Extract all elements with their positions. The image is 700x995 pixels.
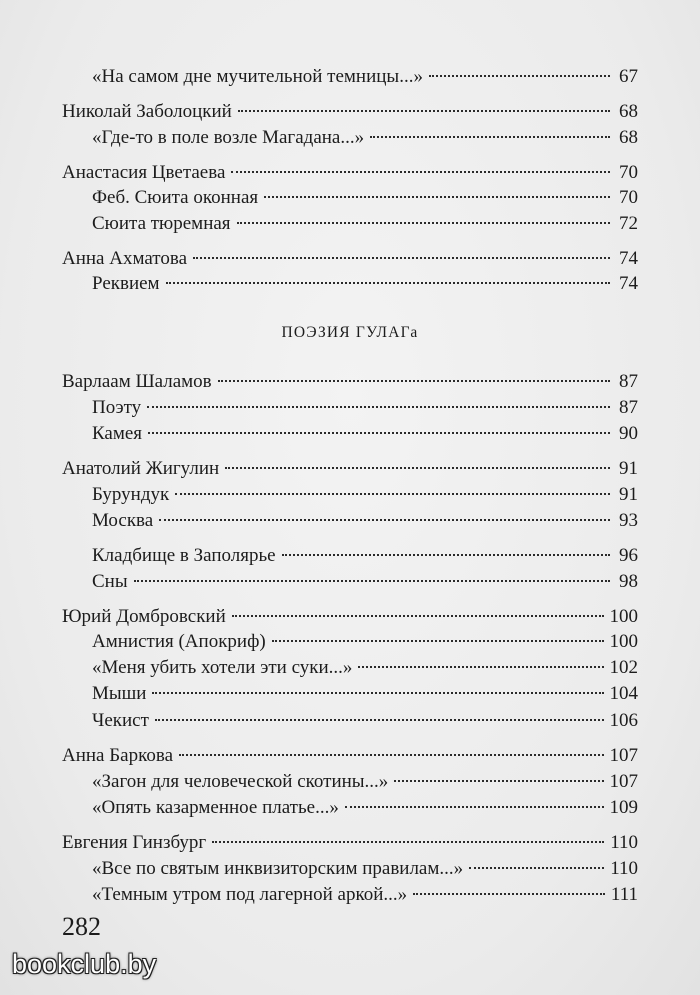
toc-author-entry: [62, 240, 638, 269]
toc-poem-entry: [92, 179, 638, 208]
toc-author-entry: [62, 154, 638, 183]
entry-title: «Где-то в поле возле Магадана...»: [92, 127, 365, 148]
dot-leader: [232, 598, 604, 622]
dot-leader: [413, 876, 605, 900]
section-heading: ПОЭЗИЯ ГУЛАГа: [281, 324, 419, 341]
entry-page: 91: [619, 484, 638, 505]
entry-title: Кладбище в Заполярье: [92, 545, 276, 566]
toc-poem-entry: [92, 675, 638, 704]
dot-leader: [147, 389, 610, 413]
dot-leader: [175, 476, 610, 500]
entry-title: «Загон для человеческой скотины...»: [92, 771, 389, 792]
entry-title: «Все по святым инквизиторским правилам...»: [92, 858, 464, 879]
entry-title: Варлаам Шаламов: [62, 371, 212, 392]
toc-poem-entry: [92, 389, 638, 418]
entry-title: Анастасия Цветаева: [62, 162, 226, 183]
entry-title: Камея: [92, 423, 143, 444]
entry-title: Амнистия (Апокриф): [92, 631, 266, 652]
toc-author-entry: [62, 450, 638, 479]
dot-leader: [394, 763, 603, 787]
toc-poem-entry: [92, 476, 638, 505]
toc-author-entry: [62, 93, 638, 122]
dot-leader: [166, 265, 610, 289]
dot-leader: [231, 154, 610, 178]
entry-title: Анатолий Жигулин: [62, 458, 220, 479]
toc-author-entry: [62, 737, 638, 766]
entry-title: Николай Заболоцкий: [62, 101, 232, 122]
dot-leader: [237, 205, 610, 229]
entry-page: 98: [619, 571, 638, 592]
dot-leader: [345, 789, 604, 813]
dot-leader: [358, 649, 603, 673]
entry-title: Бурундук: [92, 484, 170, 505]
entry-title: Юрий Домбровский: [62, 606, 226, 627]
entry-title: Сюита тюремная: [92, 213, 231, 234]
page-number: 282: [62, 912, 101, 941]
entry-page: 110: [610, 858, 638, 879]
dot-leader: [370, 119, 610, 143]
entry-page: 68: [619, 101, 638, 122]
entry-page: 74: [619, 248, 638, 269]
entry-page: 67: [619, 66, 638, 87]
entry-title: Мыши: [92, 683, 147, 704]
dot-leader: [152, 675, 603, 699]
entry-title: Анна Ахматова: [62, 248, 188, 269]
toc-poem-entry: [92, 702, 638, 731]
toc-poem-entry: [92, 58, 638, 87]
dot-leader: [148, 415, 610, 439]
toc-poem-entry: [92, 415, 638, 444]
entry-title: Феб. Сюита оконная: [92, 187, 259, 208]
toc-poem-entry: [92, 876, 638, 905]
dot-leader: [134, 563, 610, 587]
entry-page: 74: [619, 273, 638, 294]
dot-leader: [193, 240, 610, 264]
entry-page: 70: [619, 187, 638, 208]
dot-leader: [179, 737, 603, 761]
toc-poem-entry: [92, 850, 638, 879]
entry-title: Реквием: [92, 273, 160, 294]
entry-page: 87: [619, 397, 638, 418]
entry-page: 100: [609, 631, 638, 652]
entry-page: 91: [619, 458, 638, 479]
toc-poem-entry: [92, 537, 638, 566]
toc-poem-entry: [92, 205, 638, 234]
toc-poem-entry: [92, 502, 638, 531]
entry-page: 106: [609, 710, 638, 731]
toc-author-entry: [62, 824, 638, 853]
dot-leader: [238, 93, 610, 117]
toc-author-entry: [62, 598, 638, 627]
entry-page: 109: [609, 797, 638, 818]
entry-title: «Темным утром под лагерной аркой...»: [92, 884, 408, 905]
entry-page: 68: [619, 127, 638, 148]
dot-leader: [218, 363, 610, 387]
dot-leader: [272, 623, 604, 647]
toc-poem-entry: [92, 563, 638, 592]
toc-poem-entry: [92, 789, 638, 818]
entry-page: 102: [609, 657, 638, 678]
entry-page: 107: [609, 771, 638, 792]
toc-poem-entry: [92, 649, 638, 678]
watermark-logo: bookclub.by: [12, 949, 157, 979]
dot-leader: [159, 502, 610, 526]
entry-title: «Меня убить хотели эти суки...»: [92, 657, 353, 678]
entry-page: 110: [610, 832, 638, 853]
entry-page: 72: [619, 213, 638, 234]
toc-poem-entry: [92, 763, 638, 792]
dot-leader: [264, 179, 610, 203]
toc-poem-entry: [92, 623, 638, 652]
entry-title: Поэту: [92, 397, 142, 418]
toc-author-entry: [62, 363, 638, 392]
toc-poem-entry: [92, 265, 638, 294]
entry-page: 93: [619, 510, 638, 531]
entry-page: 107: [609, 745, 638, 766]
entry-title: «На самом дне мучительной темницы...»: [92, 66, 423, 87]
entry-page: 111: [610, 884, 638, 905]
dot-leader: [429, 58, 610, 82]
toc-poem-entry: [92, 119, 638, 148]
entry-page: 104: [609, 683, 638, 704]
dot-leader: [282, 537, 610, 561]
entry-page: 90: [619, 423, 638, 444]
entry-page: 70: [619, 162, 638, 183]
entry-title: «Опять казарменное платье...»: [92, 797, 339, 818]
entry-title: Анна Баркова: [62, 745, 174, 766]
entry-title: Евгения Гинзбург: [62, 832, 207, 853]
entry-title: Сны: [92, 571, 128, 592]
dot-leader: [469, 850, 604, 874]
entry-title: Чекист: [92, 710, 149, 731]
dot-leader: [212, 824, 604, 848]
dot-leader: [225, 450, 610, 474]
entry-page: 96: [619, 545, 638, 566]
entry-page: 100: [609, 606, 638, 627]
dot-leader: [155, 702, 604, 726]
entry-page: 87: [619, 371, 638, 392]
entry-title: Москва: [92, 510, 154, 531]
